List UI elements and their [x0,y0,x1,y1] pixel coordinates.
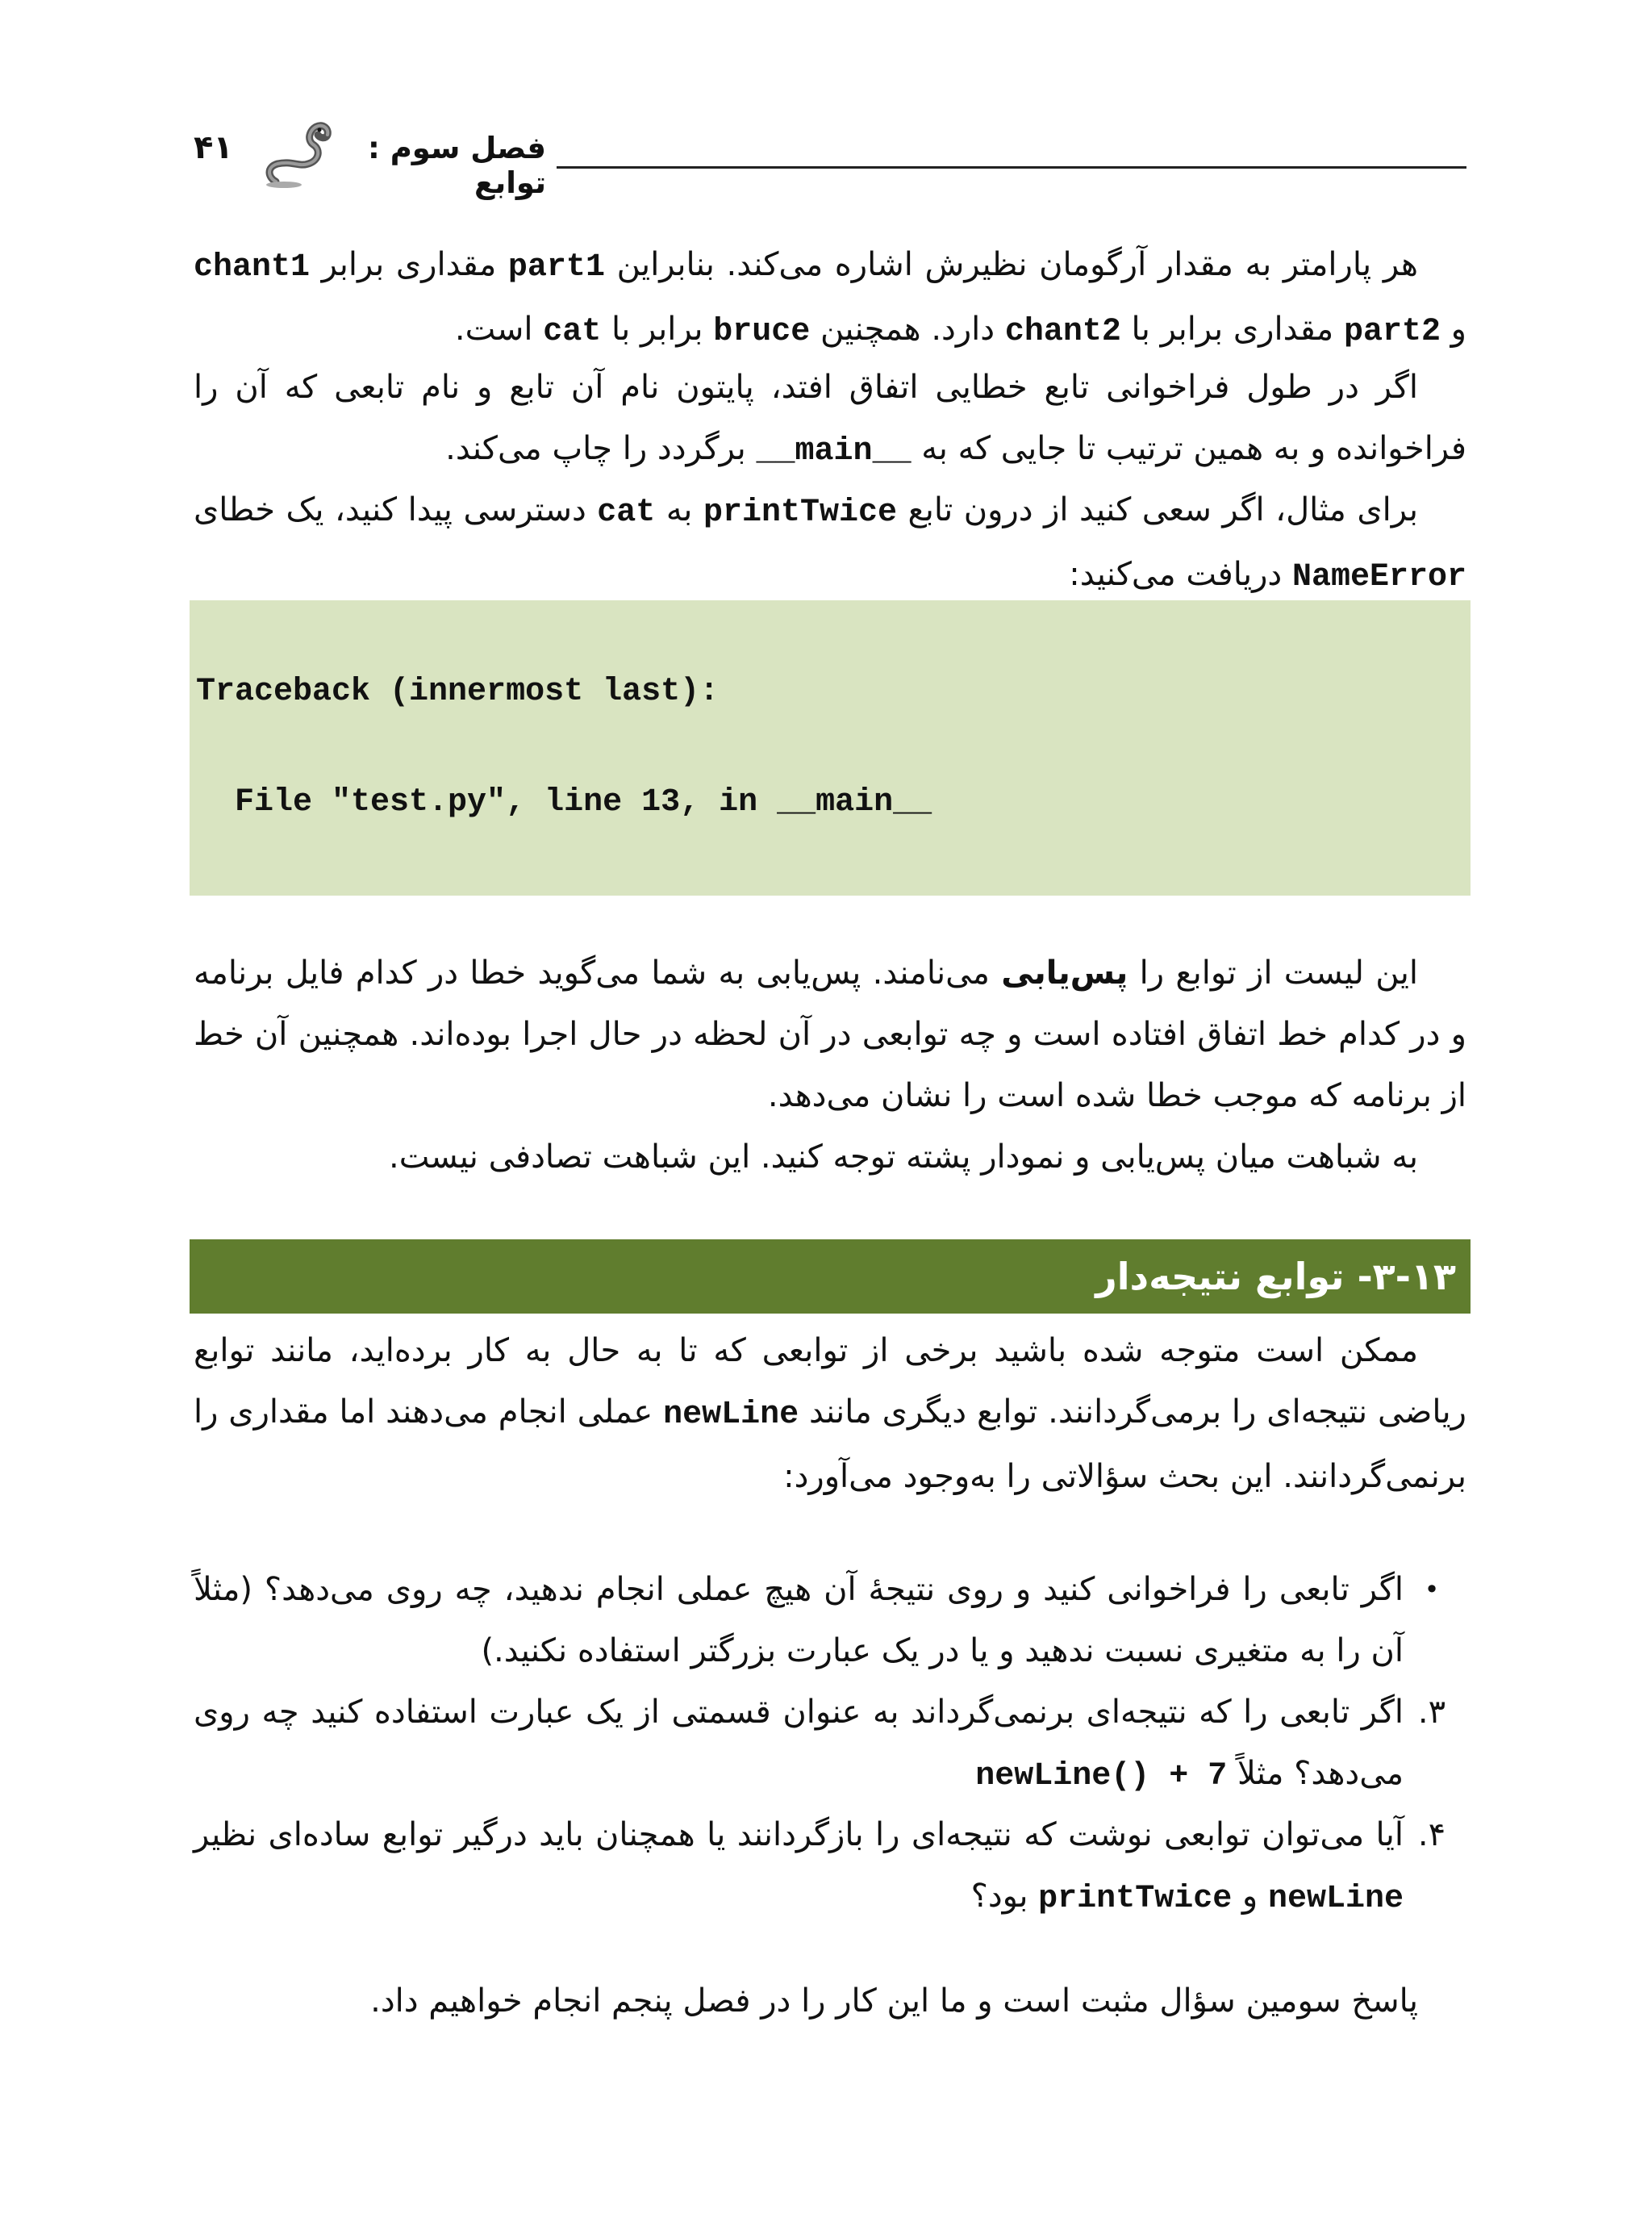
list-item-1: اگر تابعی را فراخوانی کنید و روی نتیجهٔ آن هیچ عملی انجام ندهید، چه روی می‌دهد؟ (مثلاً آن را به متغیری نسبت ندهید و یا در یک عبارت بزرگتر استفاده نکنید.) [194,1571,1404,1669]
section-title: ۳-۱۳- توابع نتیجه‌دار [1095,1255,1456,1298]
paragraph-fruitful-functions: ممکن است متوجه شده باشید برخی از توابعی که تا به حال به کار برده‌اید، مانند توابع ریاضی نتیجه‌ای را برمی‌گردانند. توابع دیگری مانند newLine عملی انجام می‌دهند اما مقداری را برنمی‌گردانند. این بحث سؤالاتی را به‌وجود می‌آورد: [194,1332,1467,1495]
code-line: File "test.py", line 13, in __main__ [196,783,932,821]
list-item-4: آیا می‌توان توابعی نوشت که نتیجه‌ای را بازگردانند یا همچنان باید درگیر توابع ساده‌ای نظیر newLine و printTwice بود؟ [194,1816,1404,1917]
python-snake-mascot-icon [260,117,334,190]
list-item-3: اگر تابعی را که نتیجه‌ای برنمی‌گرداند به عنوان قسمتی از یک عبارت استفاده کنید چه روی می‌دهد؟ مثلاً newLine() + 7 [194,1694,1404,1794]
list-number-4: ۴. [1417,1816,1446,1853]
header-rule [557,166,1466,169]
list-number-3: ۳. [1417,1694,1446,1731]
traceback-code-block [190,600,1471,896]
paragraph-error-trace: اگر در طول فراخوانی تابع خطایی اتفاق افتد، پایتون نام آن تابع و نام تابعی که آن را فراخوانده و به همین ترتیب تا جایی که به __main__ برگردد را چاپ می‌کند. [194,369,1466,470]
page-number: ۴۱ [194,129,233,166]
code-line [190,895,1471,896]
paragraph-answer: پاسخ سومین سؤال مثبت است و ما این کار را در فصل پنجم انجام خواهیم داد. [370,1982,1418,2020]
paragraph-stack-similarity: به شباهت میان پس‌یابی و نمودار پشته توجه کنید. این شباهت تصادفی نیست. [389,1138,1418,1176]
list-bullet: • [1424,1574,1440,1605]
paragraph-arguments: هر پارامتر به مقدار آرگومان نظیرش اشاره می‌کند. بنابراین part1 مقداری برابر chant1 و part2 مقداری برابر با chant2 دارد. همچنین bruce برابر با cat است. [194,246,1466,350]
chapter-title: فصل سوم : توابع [368,131,546,200]
term-traceback: پس‌یابی [1001,955,1128,992]
section-heading-bar [190,1239,1471,1314]
paragraph-example: برای مثال، اگر سعی کنید از درون تابع printTwice به cat دسترسی پیدا کنید، یک خطای NameError دریافت می‌کنید: [194,491,1466,595]
paragraph-traceback-definition: این لیست از توابع را پس‌یابی می‌نامند. پس‌یابی به شما می‌گوید خطا در کدام فایل برنامه و در کدام خط اتفاق افتاده است و چه توابعی در آن لحظه در حال اجرا بوده‌اند. همچنین آن خط از برنامه که موجب خطا شده است را نشان می‌دهد. [194,955,1466,1114]
code-line: Traceback (innermost last): [196,674,720,711]
